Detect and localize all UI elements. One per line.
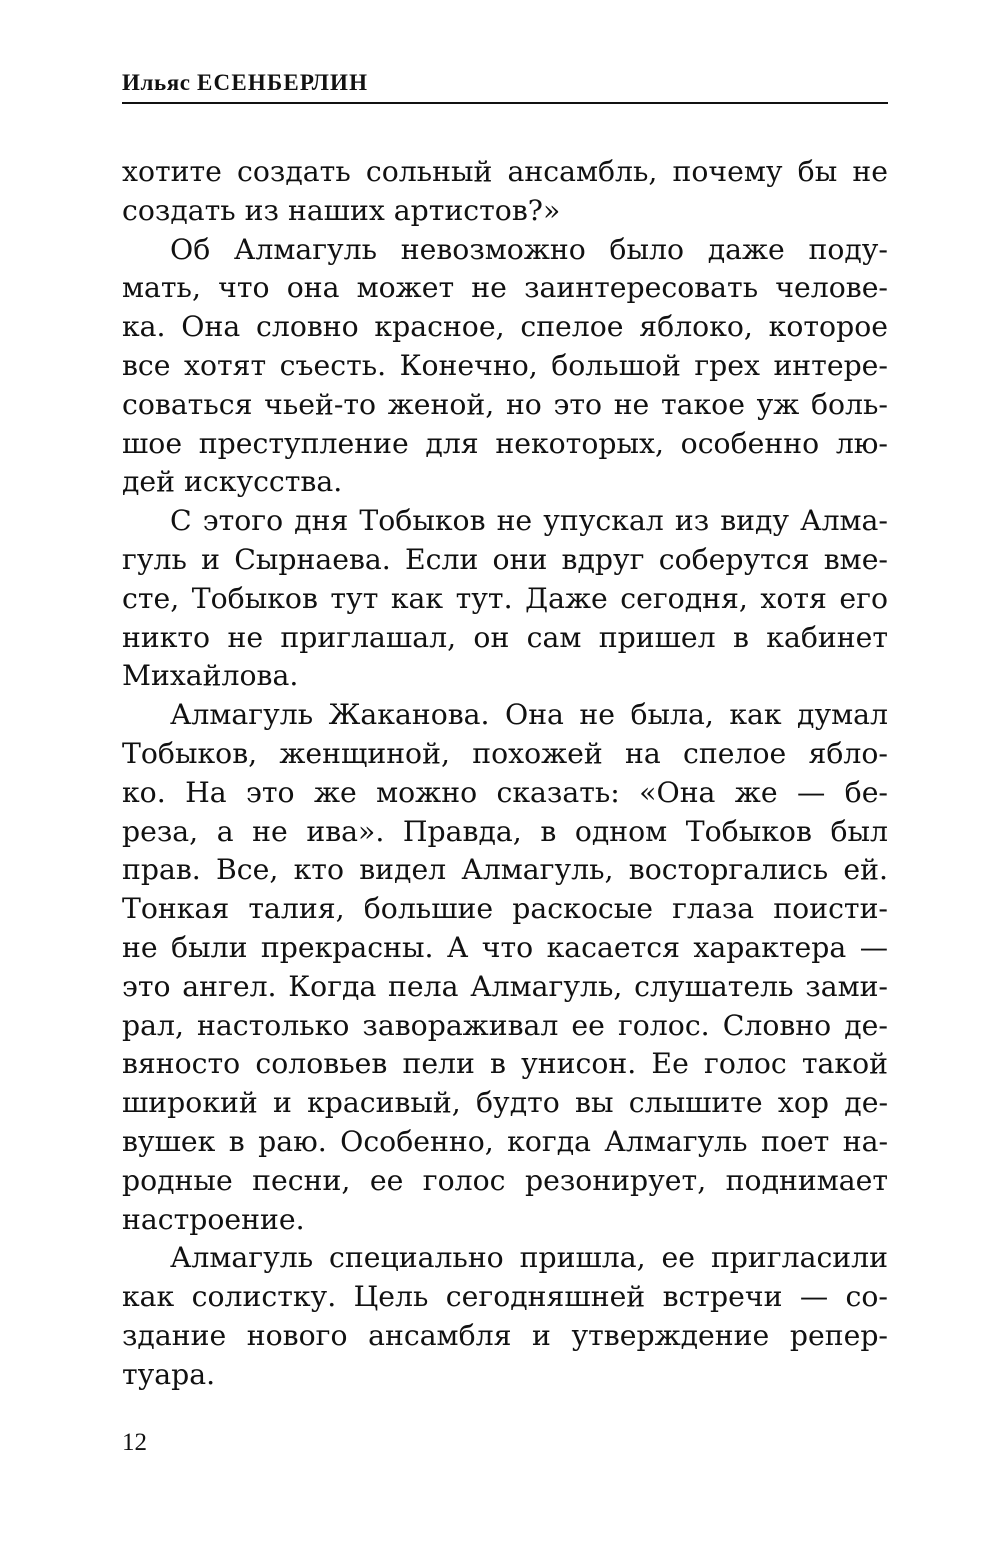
text-line: Тонкая талия, большие раскосые глаза поисти- bbox=[122, 892, 888, 926]
text-line: соваться чьей-то женой, но это не такое уж боль- bbox=[122, 387, 888, 421]
text-line: широкий и красивый, будто вы слышите хор де- bbox=[122, 1086, 888, 1120]
running-head bbox=[122, 68, 888, 98]
text-line: шое преступление для некоторых, особенно лю- bbox=[122, 426, 888, 460]
paragraph bbox=[122, 696, 888, 1239]
text-line: Тобыков, женщиной, похожей на спелое ябло- bbox=[122, 736, 888, 770]
text-line: вушек в раю. Особенно, когда Алмагуль поет на- bbox=[122, 1124, 888, 1158]
text-line: здание нового ансамбля и утверждение репер- bbox=[122, 1318, 888, 1352]
text-line: это ангел. Когда пела Алмагуль, слушатель зами- bbox=[122, 969, 888, 1003]
paragraph bbox=[122, 153, 888, 231]
text-line: Алмагуль Жаканова. Она не была, как думал bbox=[170, 698, 888, 732]
text-line: хотите создать сольный ансамбль, почему бы не bbox=[122, 155, 888, 188]
author-first-name: Ильяс bbox=[122, 70, 191, 95]
paragraph bbox=[122, 231, 888, 503]
text-line: мать, что она может не заинтересовать челове- bbox=[122, 271, 888, 305]
text-line: Об Алмагуль невозможно было даже поду- bbox=[170, 232, 888, 266]
text-line: туара. bbox=[122, 1357, 216, 1391]
text-line: никто не приглашал, он сам пришел в кабинет bbox=[122, 620, 888, 654]
text-line: сте, Тобыков тут как тут. Даже сегодня, хотя его bbox=[122, 581, 888, 615]
text-line: ка. Она словно красное, спелое яблоко, которое bbox=[122, 310, 888, 344]
text-line: родные песни, ее голос резонирует, поднимает bbox=[122, 1163, 888, 1197]
text-line: все хотят съесть. Конечно, большой грех интере- bbox=[122, 348, 888, 382]
text-line: гуль и Сырнаева. Если они вдруг соберутся вме- bbox=[122, 542, 888, 576]
text-line: Алмагуль специально пришла, ее пригласили bbox=[170, 1241, 888, 1275]
text-line: создать из наших артистов?» bbox=[122, 193, 561, 227]
text-line: как солистку. Цель сегодняшней встречи — со- bbox=[122, 1280, 888, 1314]
author-surname: ЕСЕНБЕРЛИН bbox=[196, 70, 369, 95]
text-line: не были прекрасны. А что касается характера — bbox=[122, 930, 888, 964]
text-line: С этого дня Тобыков не упускал из виду Алма- bbox=[170, 504, 888, 538]
page-number: 12 bbox=[122, 1429, 147, 1456]
text-line: рал, настолько завораживал ее голос. Словно де- bbox=[122, 1008, 888, 1042]
text-line: прав. Все, кто видел Алмагуль, восторгались ей. bbox=[122, 853, 888, 887]
paragraph bbox=[122, 502, 888, 696]
text-line: ко. На это же можно сказать: «Она же — бе- bbox=[122, 775, 888, 809]
text-line: реза, а не ива». Правда, в одном Тобыков был bbox=[122, 814, 888, 848]
paragraph bbox=[122, 1239, 888, 1394]
body-text bbox=[122, 153, 888, 1395]
header-rule bbox=[122, 102, 888, 104]
text-line: вяносто соловьев пели в унисон. Ее голос такой bbox=[122, 1047, 888, 1081]
text-line: Михайлова. bbox=[122, 659, 299, 693]
text-line: дей искусства. bbox=[122, 465, 343, 499]
text-line: настроение. bbox=[122, 1202, 305, 1236]
